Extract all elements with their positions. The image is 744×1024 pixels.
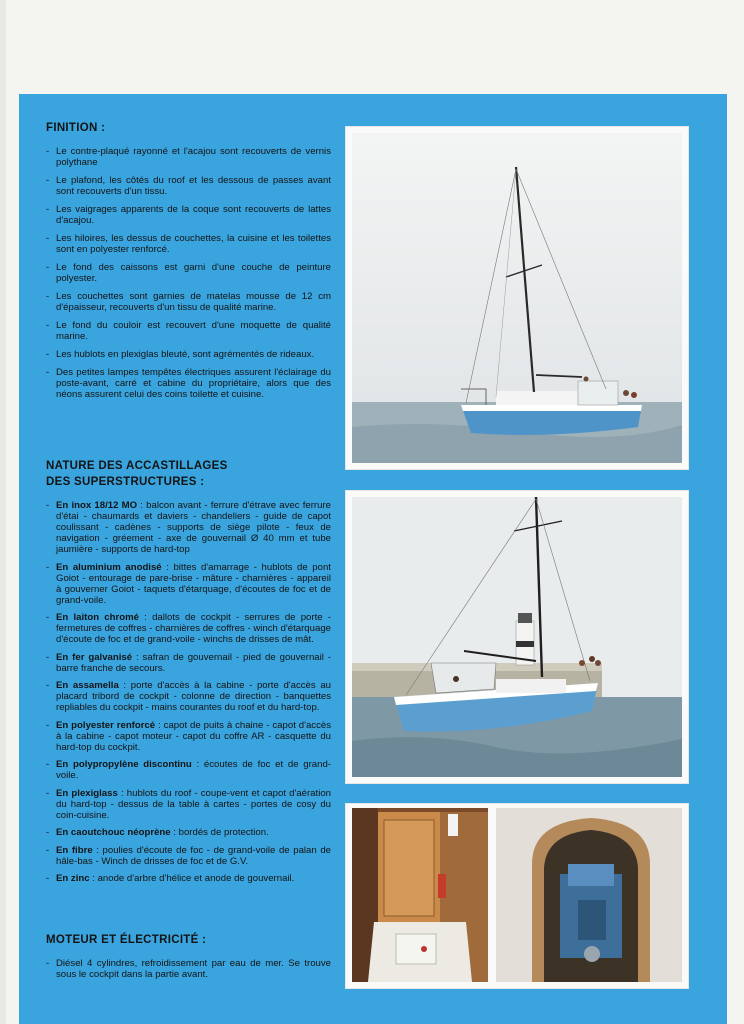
list-item <box>46 500 331 555</box>
list-item: - Le fond du couloir est recouvert d'une moquette de qualité marine. <box>46 320 331 342</box>
heading-finition: FINITION : <box>46 122 106 134</box>
heading-nature-line1: NATURE DES ACCASTILLAGES <box>46 460 228 472</box>
material-label: En caoutchouc néoprène <box>56 827 171 838</box>
moteur-list <box>46 958 331 980</box>
section-nature-accastillages <box>46 458 331 891</box>
material-label: En aluminium anodisé <box>56 561 162 573</box>
list-item <box>46 788 331 821</box>
material-text: : anode d'arbre d'hélice et anode de gouvernail. <box>89 873 295 884</box>
sailboat-harbour-illustration <box>346 491 688 783</box>
material-text: : safran de gouvernail - pied de gouvernail - barre franche de secours. <box>56 651 331 674</box>
material-text: : hublots du roof - coupe-vent et capot d'aération du hard-top - dessus de la table à cartes - portes de cosy du coin-cuisine. <box>56 787 331 821</box>
list-item <box>46 652 331 674</box>
list-item: - Le fond des caissons est garni d'une couche de peinture polyester. <box>46 262 331 284</box>
material-text: : bittes d'amarrage - hublots de pont Goiot - entourage de pare-brise - mâture - charnières - appareil à gouverner Goiot - taquets d'étarquage, d'écoutes de foc et de grand-voile. <box>56 561 331 606</box>
material-text: : balcon avant - ferrure d'étrave avec ferrure d'étai - chaumards et daviers - chandeliers - guide de capot coulissant - cadènes - supports de siège pilote - feux de navigation - gréement - axe de gouvernail Ø 40 mm et tube jaumière - supports de hard-top <box>56 500 331 555</box>
heading-nature-line2: DES SUPERSTRUCTURES : <box>46 476 205 488</box>
engine-bay-illustration <box>496 804 686 988</box>
finition-list <box>46 146 331 400</box>
list-item: - Les vaigrages apparents de la coque sont recouverts de lattes d'acajou. <box>46 204 331 226</box>
list-item: - Des petites lampes tempêtes électriques assurent l'éclairage du poste-avant, carré et cabine du propriétaire, alors que des néons assurent celui des coins toilette et cuisine. <box>46 367 331 400</box>
list-item: - Le plafond, les côtés du roof et les dessous de passes avant sont recouverts d'un tissu. <box>46 175 331 197</box>
scan-edge <box>0 0 6 1024</box>
section-moteur <box>46 932 331 987</box>
list-item <box>46 827 331 838</box>
material-text: : poulies d'écoute de foc - de grand-voile de palan de hâle-bas - Winch de drisses de foc et de G.V. <box>56 844 331 867</box>
list-item <box>46 873 331 884</box>
material-label: En zinc <box>56 873 90 884</box>
heading-moteur: MOTEUR ET ÉLECTRICITÉ : <box>46 934 207 946</box>
material-label: En polypropylène discontinu <box>56 759 192 770</box>
text-column <box>46 120 332 980</box>
material-text: : bordés de protection. <box>170 827 269 838</box>
brochure-page <box>19 94 727 1024</box>
photo-sailboat-harbour <box>345 490 689 784</box>
list-item: - Les couchettes sont garnies de matelas mousse de 12 cm d'épaisseur, recouverts d'un tissu de qualité marine. <box>46 291 331 313</box>
list-item: - Les hiloires, les dessus de couchettes, la cuisine et les toilettes sont en polyester renforcé. <box>46 233 331 255</box>
material-text: : porte d'accès à la cabine - porte d'accès au placard tribord de cockpit - colonne de direction - banquettes repliables du cockpit - mains courantes du roof et du hard-top. <box>56 680 331 713</box>
material-label: En fer galvanisé <box>56 651 133 663</box>
list-item <box>46 562 331 606</box>
list-item <box>46 759 331 781</box>
heading-nature <box>46 458 331 490</box>
list-item <box>46 720 331 753</box>
material-text: : dallots de cockpit - serrures de porte - fermetures de coffres - charnières de coffres - winch d'étarquage d'écoute de foc et de grand-voile - winchs de drisses de mât. <box>56 612 332 645</box>
list-item: - Le contre-plaqué rayonné et l'acajou sont recouverts de vernis polythane <box>46 146 331 168</box>
list-item <box>46 612 331 645</box>
nature-list <box>46 500 331 884</box>
material-label: En inox 18/12 MO <box>56 500 138 511</box>
material-text: : écoutes de foc et de grand-voile. <box>56 759 331 781</box>
material-label: En laiton chromé <box>56 612 139 623</box>
material-label: En polyester renforcé <box>56 719 156 731</box>
list-item: - Diésel 4 cylindres, refroidissement par eau de mer. Se trouve sous le cockpit dans la partie avant. <box>46 958 331 980</box>
list-item: - Les hublots en plexiglas bleuté, sont agrémentés de rideaux. <box>46 349 331 360</box>
material-label: En fibre <box>56 844 93 856</box>
material-label: En assamella <box>56 680 119 691</box>
photo-interior-engine <box>345 803 689 989</box>
list-item <box>46 680 331 713</box>
list-item <box>46 845 331 867</box>
material-label: En plexiglass <box>56 787 118 799</box>
material-text: : capot de puits à chaine - capot d'accès à la cabine - capot moteur - capot du coffre AR - casquette du hard-top du cockpit. <box>56 719 332 753</box>
sailboat-side-illustration <box>346 127 688 469</box>
photo-sailboat-side <box>345 126 689 470</box>
section-finition <box>46 120 331 400</box>
